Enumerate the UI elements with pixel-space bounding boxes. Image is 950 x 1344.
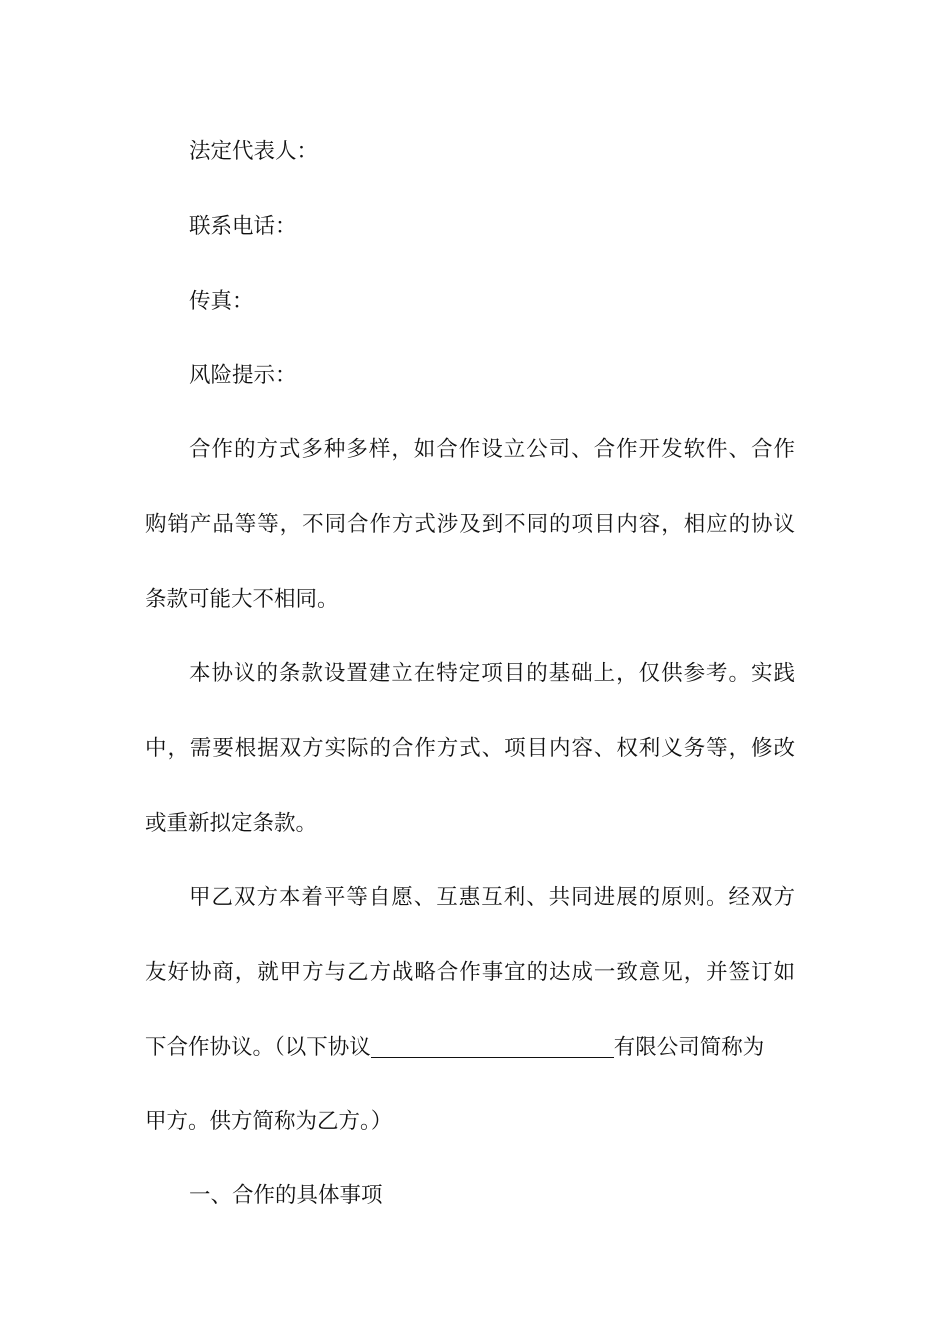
- paragraph-text: 有限公司简称为: [613, 1035, 765, 1060]
- legal-rep-field: 法定代表人：: [189, 139, 319, 164]
- fax-field: 传真：: [189, 289, 254, 314]
- paragraph-line: 中，需要根据双方实际的合作方式、项目内容、权利义务等，修改: [145, 736, 795, 761]
- paragraph-line-with-blank: [145, 1033, 795, 1063]
- paragraph-line: 友好协商，就甲方与乙方战略合作事宜的达成一致意见，并签订如: [145, 960, 795, 985]
- section-heading: 一、合作的具体事项: [189, 1183, 383, 1208]
- phone-field: 联系电话：: [189, 214, 297, 239]
- fill-in-blank: [371, 1035, 614, 1058]
- paragraph-line: 合作的方式多种多样，如合作设立公司、合作开发软件、合作: [189, 437, 795, 462]
- paragraph-line: 购销产品等等，不同合作方式涉及到不同的项目内容，相应的协议: [145, 512, 795, 537]
- paragraph-line: 条款可能大不相同。: [145, 587, 339, 612]
- paragraph-line: 甲乙双方本着平等自愿、互惠互利、共同进展的原则。经双方: [189, 885, 795, 910]
- paragraph-line: 本协议的条款设置建立在特定项目的基础上，仅供参考。实践: [189, 661, 795, 686]
- risk-heading: 风险提示：: [189, 363, 297, 388]
- paragraph-line: 或重新拟定条款。: [145, 811, 318, 836]
- paragraph-line: 甲方。供方简称为乙方。）: [145, 1109, 393, 1134]
- paragraph-text: 下合作协议。（以下协议: [145, 1035, 371, 1060]
